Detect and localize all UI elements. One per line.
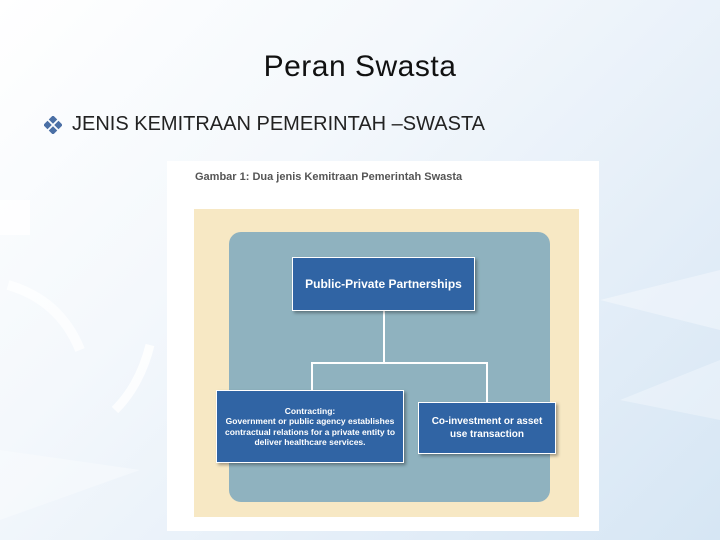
- figure-caption: Gambar 1: Dua jenis Kemitraan Pemerintah Swasta: [195, 171, 463, 183]
- figure-inner-panel: [224, 232, 550, 502]
- bullet-text: JENIS KEMITRAAN PEMERINTAH –SWASTA: [72, 113, 486, 135]
- diamond-bullet-icon: [44, 116, 62, 134]
- connector-left-drop: [311, 362, 313, 390]
- contracting-title: Contracting:: [284, 405, 336, 416]
- contracting-box: [216, 390, 404, 463]
- figure-outer-panel: [194, 209, 579, 517]
- co-investment-box: Co-investment or asset use transaction: [418, 402, 556, 454]
- ppp-diagram-figure: [167, 161, 599, 531]
- ppp-box: Public-Private Partnerships: [292, 257, 475, 311]
- slide-title: Peran Swasta: [263, 50, 457, 83]
- connector-right-drop: [486, 362, 488, 402]
- bullet-item: [44, 113, 485, 136]
- connector-horizontal: [311, 362, 488, 364]
- contracting-body: Government or public agency establishes contractual relations for a private entity to deliver healthcare services.: [224, 416, 396, 447]
- connector-vertical-top: [383, 311, 385, 363]
